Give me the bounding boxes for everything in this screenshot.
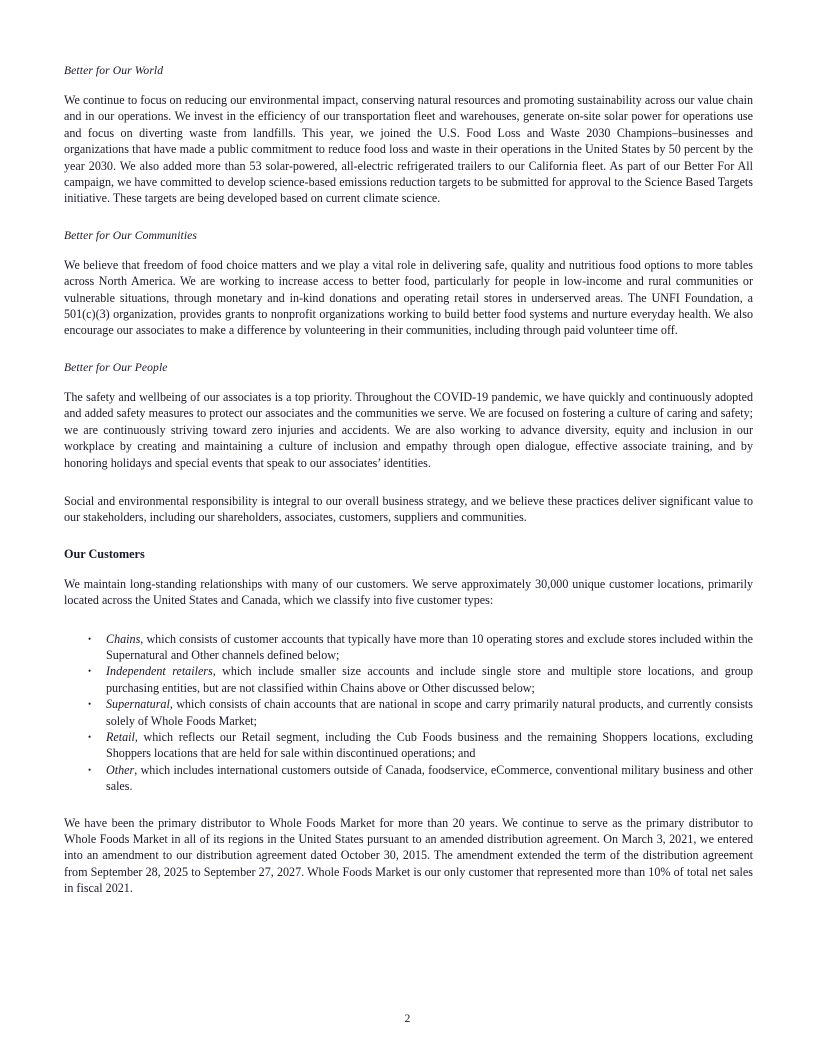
paragraph: The safety and wellbeing of our associates is a top priority. Throughout the COVID-19 pandemic, we have quickly and continuously adopted and added safety measures to protect our associates and the communities we serve. We are focused on fostering a culture of caring and safety; we are continuously striving toward zero injuries and accidents. We are also working to advance diversity, equity and inclusion in our workplace by creating and maintaining a culture of inclusion and empathy through open dialogue, effective associate training, and by honoring holidays and special events that speak to our associates’ identities.	[64, 389, 753, 470]
customer-types-list	[64, 631, 753, 795]
section-better-for-our-world	[64, 64, 753, 207]
list-item-text: , which includes international customers outside of Canada, foodservice, eCommerce, conventional military business and other sales.	[106, 762, 753, 794]
paragraph: We believe that freedom of food choice matters and we play a vital role in delivering safe, quality and nutritious food options to more tables across North America. We are working to increase access to better food, particularly for people in low-income and rural communities or vulnerable situations, through monetary and in-kind donations and operating retail stores in underserved areas. The UNFI Foundation, a 501(c)(3) organization, provides grants to nonprofit organizations working to build better food systems and nurture everyday health. We also encourage our associates to make a difference by volunteering in their communities, including through paid volunteer time off.	[64, 257, 753, 338]
paragraph: We continue to focus on reducing our environmental impact, conserving natural resources and promoting sustainability across our value chain and in our operations. We invest in the efficiency of our transportation fleet and warehouses, generate on-site solar power for operations use and focus on diverting waste from landfills. This year, we joined the U.S. Food Loss and Waste 2030 Champions–businesses and organizations that have made a public commitment to reduce food loss and waste in their operations in the United States by 50 percent by the year 2030. We also added more than 53 solar-powered, all-electric refrigerated trailers to our California fleet. As part of our Better For All campaign, we have committed to develop science-based emissions reduction targets to be submitted for approval to the Science Based Targets initiative. These targets are being developed based on current climate science.	[64, 93, 753, 206]
list-item-text: , which consists of chain accounts that are national in scope and carry primarily natural products, and currently consists solely of Whole Foods Market;	[106, 697, 753, 728]
section-better-for-our-people	[64, 361, 753, 526]
section-our-customers	[64, 547, 753, 897]
list-item-term: Chains	[106, 631, 141, 646]
list-item	[64, 696, 753, 729]
list-item-text: , which consists of customer accounts that typically have more than 10 operating stores and exclude stores included within the Supernatural and Other channels defined below;	[106, 631, 753, 662]
section-heading: Better for Our People	[64, 360, 168, 374]
list-item-term: Retail	[106, 729, 135, 744]
list-item-text: , which include smaller size accounts and include single store and multiple store locations, and group purchasing entities, but are not classified within Chains above or Other discussed below;	[106, 664, 753, 695]
section-better-for-our-communities	[64, 229, 753, 339]
list-item	[64, 729, 753, 762]
section-heading: Better for Our Communities	[64, 228, 198, 242]
list-item-term: Other	[106, 762, 135, 777]
list-item	[64, 762, 753, 795]
list-item	[64, 663, 753, 696]
section-heading: Our Customers	[64, 546, 145, 561]
page-number: 2	[404, 1013, 411, 1025]
paragraph: Social and environmental responsibility is integral to our overall business strategy, and we believe these practices deliver significant value to our stakeholders, including our shareholders, associates, customers, suppliers and communities.	[64, 493, 753, 525]
list-item-text: , which reflects our Retail segment, including the Cub Foods business and the remaining Shoppers locations, excluding Shoppers locations that are held for sale within discontinued operations; and	[106, 729, 753, 761]
paragraph: We maintain long-standing relationships with many of our customers. We serve approximately 30,000 unique customer locations, primarily located across the United States and Canada, which we classify into five customer types:	[64, 576, 753, 608]
section-heading: Better for Our World	[64, 64, 164, 77]
page-content	[64, 64, 753, 919]
list-item	[64, 631, 753, 664]
list-item-term: Supernatural	[106, 697, 170, 712]
list-item-term: Independent retailers	[106, 664, 213, 679]
paragraph: We have been the primary distributor to Whole Foods Market for more than 20 years. We continue to serve as the primary distributor to Whole Foods Market in all of its regions in the United States pursuant to an amended distribution agreement. On March 3, 2021, we entered into an amendment to our distribution agreement dated October 30, 2015. The amendment extended the term of the distribution agreement from September 28, 2025 to September 27, 2027. Whole Foods Market is our only customer that represented more than 10% of total net sales in fiscal 2021.	[64, 815, 753, 896]
